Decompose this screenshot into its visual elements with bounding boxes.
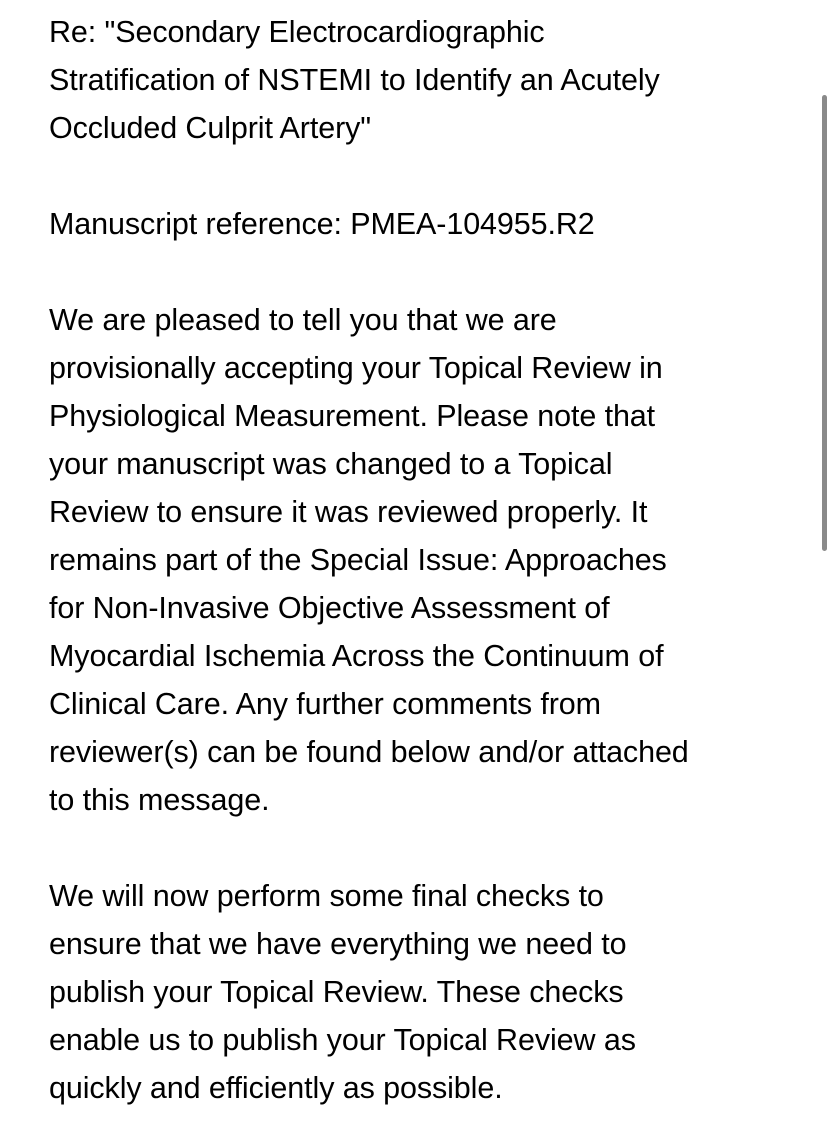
paragraph-gap (49, 152, 784, 200)
subject-line: Re: "Secondary Electrocardiographic Stratification of NSTEMI to Identify an Acutely Occluded Culprit Artery" (49, 15, 660, 145)
manuscript-reference: Manuscript reference: PMEA-104955.R2 (49, 207, 595, 241)
scrollbar-thumb[interactable] (822, 95, 827, 551)
acceptance-paragraph: We are pleased to tell you that we are provisionally accepting your Topical Review in Physiological Measurement. Please note that your manuscript was changed to a Topical Review to ensure it was reviewed properly. It remains part of the Special Issue: Approaches for Non-Invasive Objective Assessment of Myocardial Ischemia Across the Continuum of Clinical Care. Any further comments from reviewer(s) can be found below and/or attached to this message. (49, 303, 689, 817)
final-checks-paragraph: We will now perform some final checks to ensure that we have everything we need to publish your Topical Review. These checks enable us to publish your Topical Review as quickly and efficiently as possible. (49, 879, 636, 1105)
paragraph-gap (49, 248, 784, 296)
paragraph-gap (49, 824, 784, 872)
vertical-scrollbar[interactable] (816, 95, 828, 565)
email-body (49, 8, 784, 1112)
